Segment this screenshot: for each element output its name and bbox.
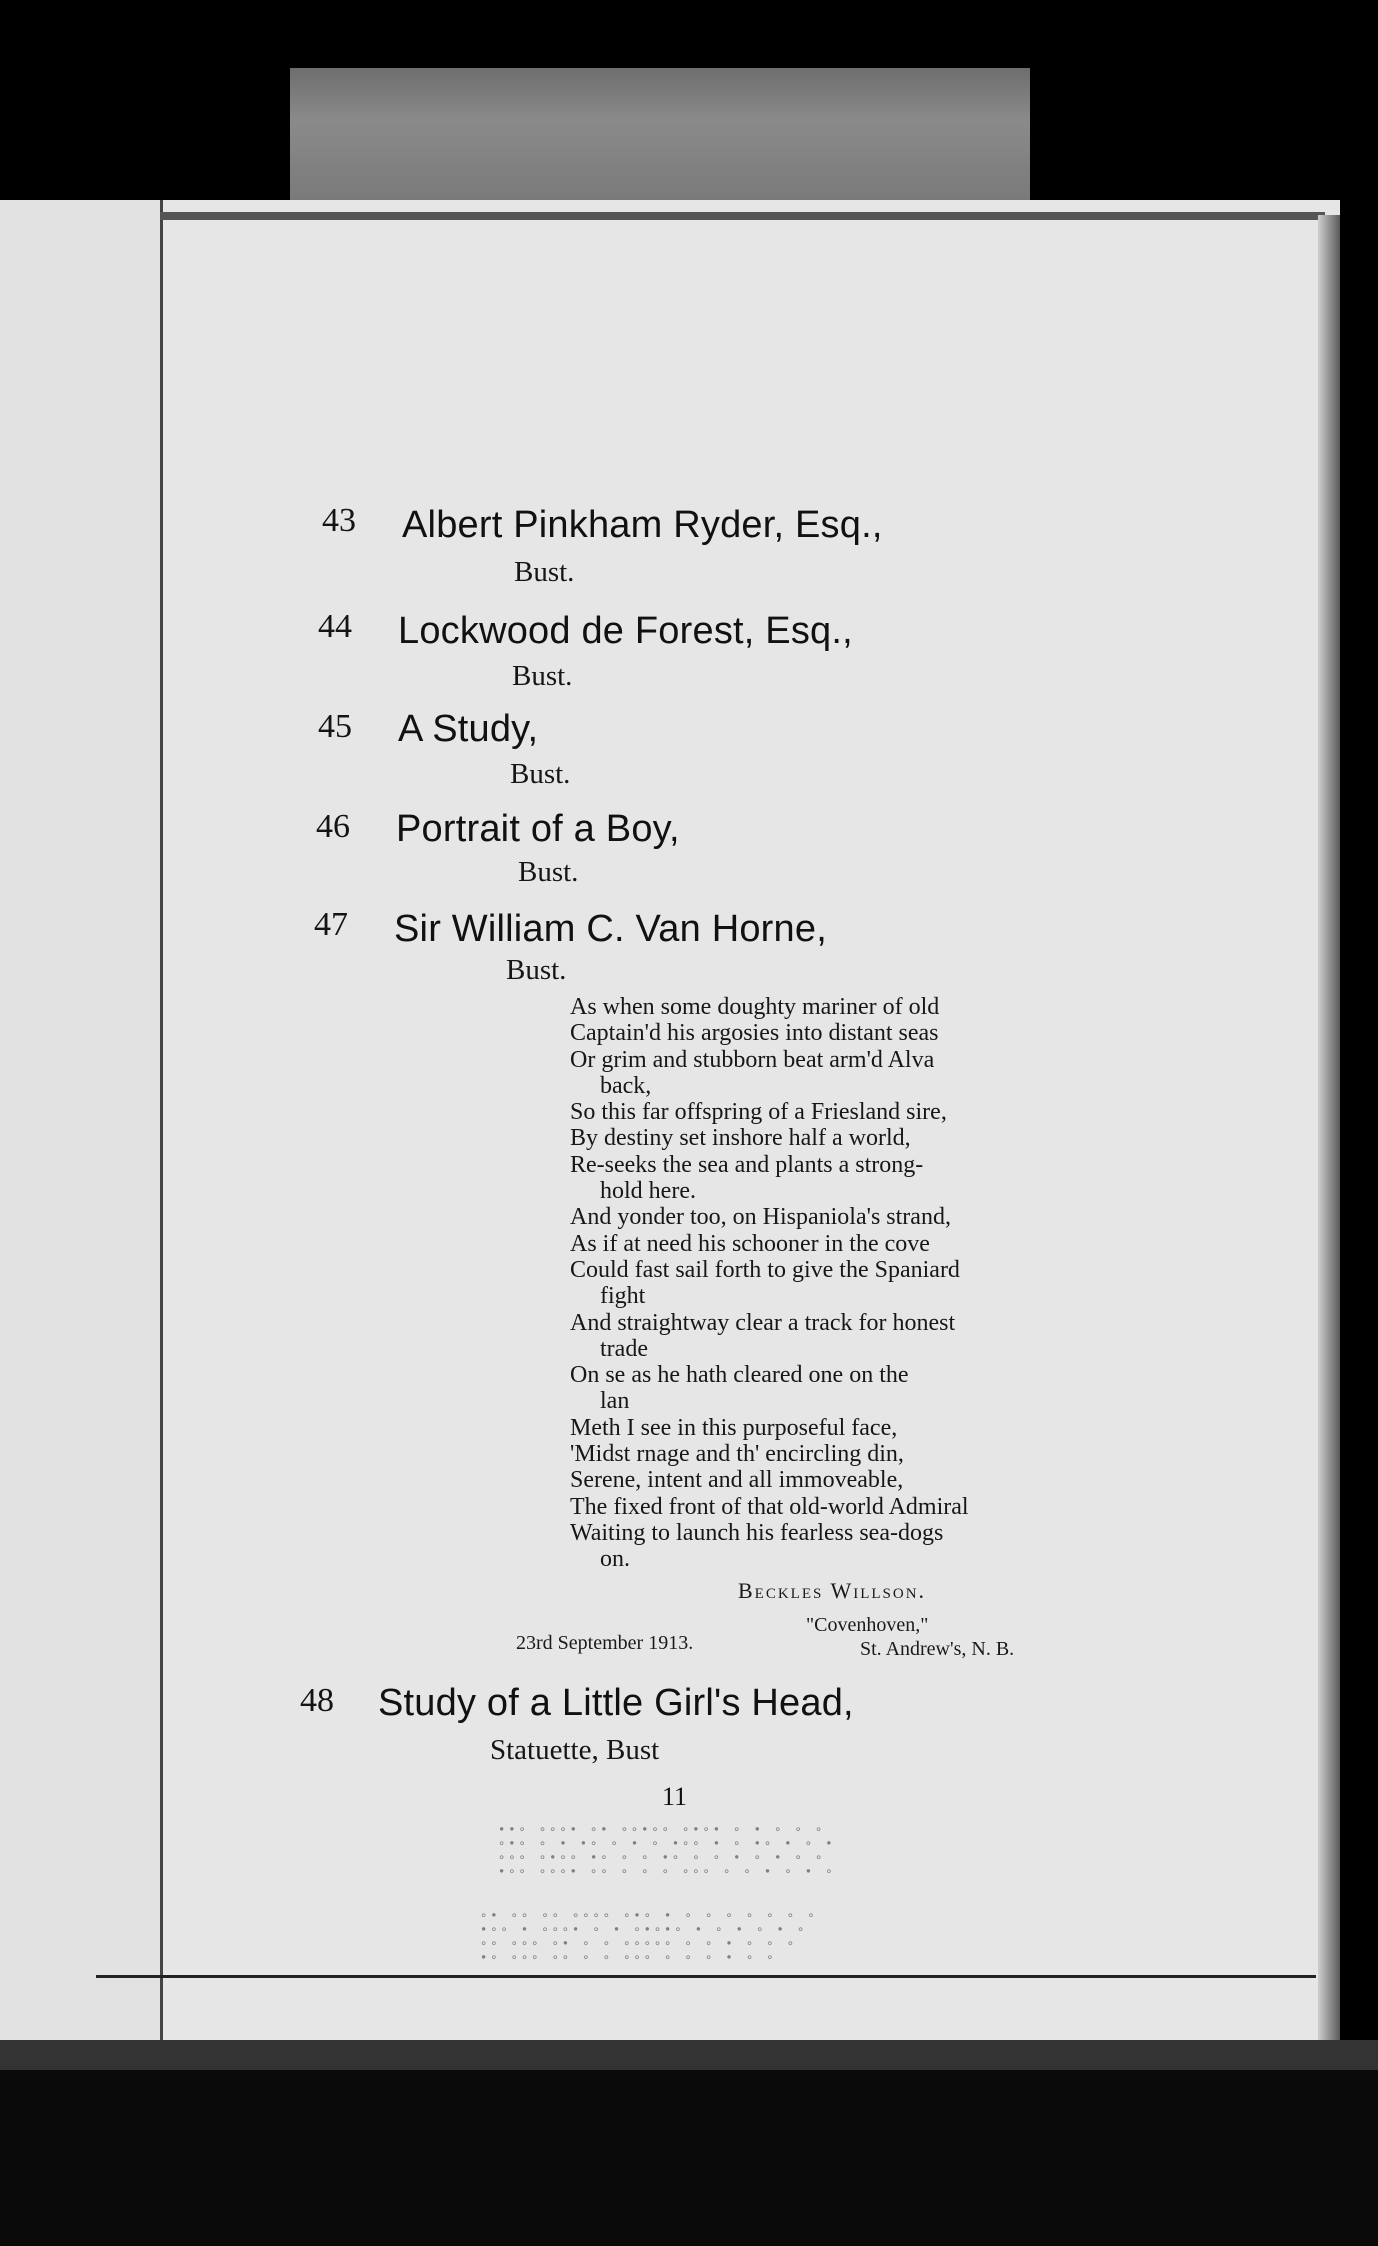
scan-bottom-strip: [0, 2070, 1378, 2246]
poem-line: back,: [600, 1072, 652, 1099]
scan-top-strip: [290, 68, 1030, 200]
entry-number: 43: [322, 502, 356, 539]
poem-line: 'Midst rnage and th' encircling din,: [570, 1441, 904, 1468]
entry-title: Portrait of a Boy,: [396, 808, 680, 850]
poem-line: trade: [600, 1335, 648, 1362]
poem-line: Meth I see in this purposeful face,: [570, 1414, 898, 1441]
entry-subtitle: Statuette, Bust: [490, 1734, 660, 1766]
entry-number: 45: [318, 708, 352, 745]
poem-line: The fixed front of that old-world Admiral: [570, 1493, 969, 1520]
place-line-2: St. Andrew's, N. B.: [860, 1638, 1015, 1660]
entry-title: Albert Pinkham Ryder, Esq.,: [402, 504, 883, 546]
page-edge-shadow: [1318, 215, 1340, 2065]
poem-line: hold here.: [600, 1178, 696, 1205]
entry-title: Sir William C. Van Horne,: [394, 908, 827, 950]
poem-line: On se as he hath cleared one on the: [570, 1362, 909, 1389]
poem-line: Or grim and stubborn beat arm'd Alva: [570, 1046, 935, 1073]
left-leaf: [0, 200, 163, 2070]
entry-number: 44: [318, 608, 352, 645]
entry-subtitle: Bust.: [506, 954, 567, 986]
poem-date: 23rd September 1913.: [516, 1632, 694, 1654]
poem-line: Could fast sail forth to give the Spaniard: [570, 1256, 960, 1283]
page-bottom-line: [96, 1975, 1316, 1978]
poem-line: on.: [600, 1546, 630, 1573]
poem-line: As when some doughty mariner of old: [570, 994, 940, 1020]
entry-subtitle: Bust.: [510, 758, 571, 790]
poem-line: Captain'd his argosies into distant seas: [570, 1020, 939, 1047]
entry-number: 47: [314, 906, 348, 943]
entry-subtitle: Bust.: [518, 856, 579, 888]
page-number: 11: [662, 1782, 688, 1811]
page-top-edge: [160, 212, 1325, 220]
entry-title: Study of a Little Girl's Head,: [378, 1682, 854, 1724]
entry-number: 48: [300, 1682, 334, 1719]
entry-subtitle: Bust.: [514, 556, 575, 588]
poem-line: Waiting to launch his fearless sea-dogs: [570, 1519, 944, 1546]
poem-line: lan: [600, 1388, 630, 1415]
poem-signature: Beckles Willson.: [738, 1578, 927, 1603]
poem-line: And straightway clear a track for honest: [570, 1309, 956, 1336]
poem-line: So this far offspring of a Friesland sire,: [570, 1099, 947, 1126]
entry-title: Lockwood de Forest, Esq.,: [398, 610, 853, 652]
entry-title: A Study,: [398, 708, 539, 750]
poem-line: And yonder too, on Hispaniola's strand,: [570, 1204, 951, 1231]
place-line-1: "Covenhoven,": [806, 1614, 929, 1636]
bleed-through-pattern: ∙∙∘ ∘∘∘∙ ∘∙ ∘∘∙∘∘ ∘∙∘∙ ∘ ∙ ∘ ∘ ∘ ∘∙∘ ∘ ∙ ∙∘ ∘ ∙ ∘ ∙∘∘ ∙ ∘ ∙∘ ∙ ∘ ∙ ∘∘∘ ∘∙∘∘ ∙∘ ∘ ∘ ∙∘ ∘ ∘ ∙ ∘ ∙ ∘ ∘ ∙∘∘ ∘∘∘∙ ∘∘ ∘ ∘ ∘ ∘∘∘ ∘ ∘ ∙ ∘ ∙ ∘: [498, 1822, 836, 1878]
poem-line: Re-seeks the sea and plants a strong-: [570, 1151, 924, 1178]
poem-line: Serene, intent and all immoveable,: [570, 1467, 904, 1494]
entry-subtitle: Bust.: [512, 660, 573, 692]
poem-line: As if at need his schooner in the cove: [570, 1230, 930, 1257]
entry-number: 46: [316, 808, 350, 845]
poem-line: fight: [600, 1283, 646, 1310]
poem-line: By destiny set inshore half a world,: [570, 1125, 911, 1152]
poem: [570, 994, 1070, 1573]
bleed-through-pattern: ∘∙ ∘∘ ∘∘ ∘∘∘∘ ∘∙∘ ∙ ∘ ∘ ∘ ∘ ∘ ∘ ∘ ∙∘∘ ∙ ∘∘∘∙ ∘ ∙ ∘∙∘∙∘ ∙ ∘ ∙ ∘ ∙ ∘ ∘∘ ∘∘∘ ∘∙ ∘ ∘ ∘∘∘∘∘ ∘ ∘ ∙ ∘ ∘ ∘ ∙∘ ∘∘∘ ∘∘ ∘ ∘ ∘∘∘ ∘ ∘ ∘ ∙ ∘ ∘: [480, 1908, 818, 1964]
